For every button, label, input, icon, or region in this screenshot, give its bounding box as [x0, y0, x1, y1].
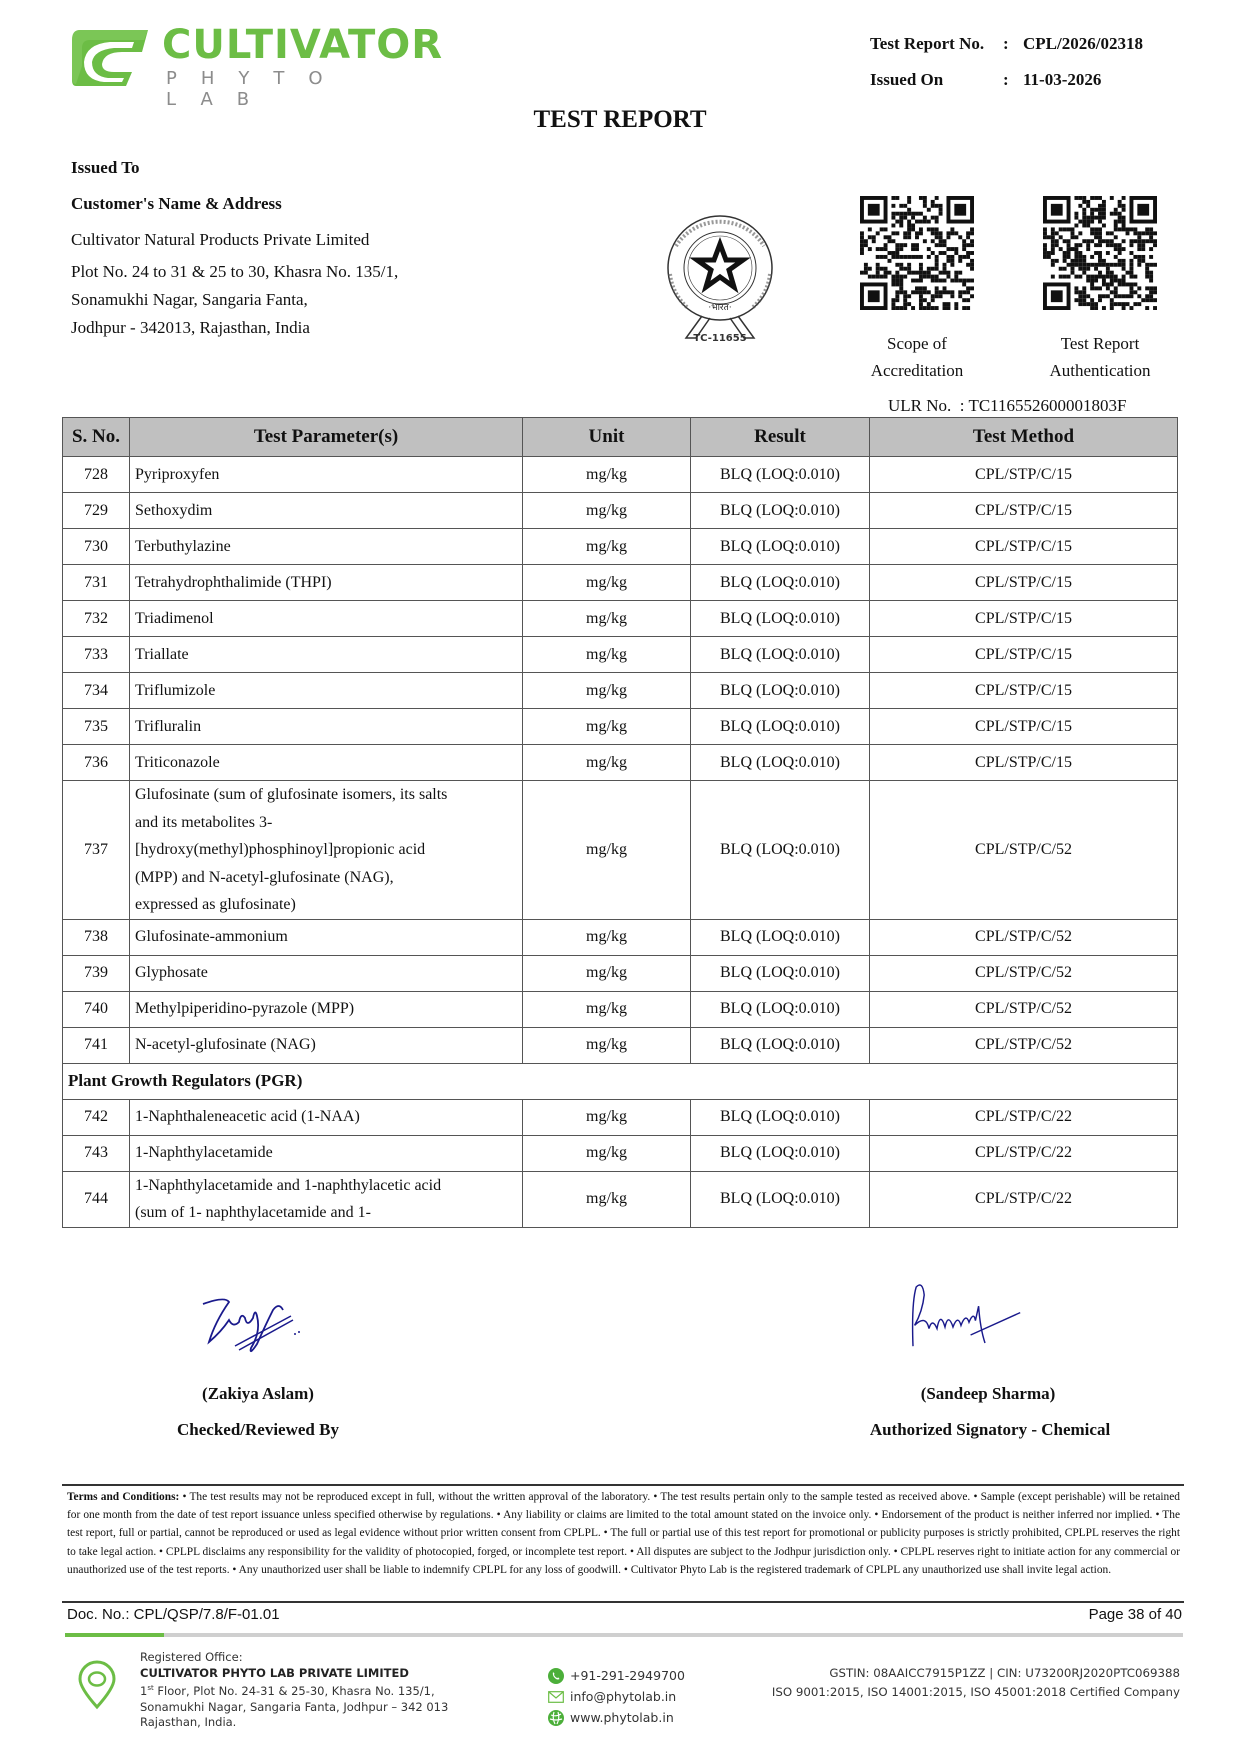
cell-method: CPL/STP/C/15 — [870, 565, 1178, 601]
parameter-line: and its metabolites 3- — [135, 813, 273, 831]
cell-sno: 730 — [63, 529, 130, 565]
cell-unit: mg/kg — [523, 565, 691, 601]
address-line: Jodhpur - 342013, Rajasthan, India — [71, 318, 310, 337]
customer-name: Cultivator Natural Products Private Limited — [71, 230, 370, 249]
cell-result: BLQ (LOQ:0.010) — [691, 745, 870, 781]
cell-unit: mg/kg — [523, 493, 691, 529]
address-line: Plot No. 24 to 31 & 25 to 30, Khasra No. 135/1, — [71, 262, 399, 281]
cell-sno: 728 — [63, 457, 130, 493]
signatory-role: Authorized Signatory - Chemical — [869, 1420, 1111, 1439]
address-text: Floor, Plot No. 24-31 & 25-30, Khasra No. 135/1, — [153, 1684, 435, 1699]
cell-sno: 736 — [63, 745, 130, 781]
leaf-c-logo-icon — [70, 26, 152, 90]
cell-result: BLQ (LOQ:0.010) — [691, 1171, 870, 1227]
cell-result: BLQ (LOQ:0.010) — [691, 1027, 870, 1063]
phone-row — [548, 1665, 685, 1686]
cell-unit: mg/kg — [523, 457, 691, 493]
caption-line: Accreditation — [870, 361, 964, 380]
parameter-line: 1-Naphthylacetamide and 1-naphthylacetic acid — [135, 1176, 442, 1194]
company-logo — [70, 22, 444, 110]
cell-sno: 739 — [63, 955, 130, 991]
address-line: Sonamukhi Nagar, Sangaria Fanta, — [71, 290, 308, 309]
reviewer-role: Checked/Reviewed By — [177, 1420, 339, 1439]
cell-method: CPL/STP/C/15 — [870, 529, 1178, 565]
cell-parameter: 1-Naphthaleneacetic acid (1-NAA) — [130, 1099, 523, 1135]
results-table — [62, 417, 1178, 1228]
office-address-line: Rajasthan, India. — [140, 1715, 237, 1730]
cell-result: BLQ (LOQ:0.010) — [691, 709, 870, 745]
cell-method: CPL/STP/C/52 — [870, 781, 1178, 920]
cell-unit: mg/kg — [523, 601, 691, 637]
caption-line: Test Report — [1060, 334, 1140, 353]
phone-icon — [548, 1668, 564, 1684]
section-title: Plant Growth Regulators (PGR) — [63, 1063, 1178, 1099]
cell-sno: 732 — [63, 601, 130, 637]
parameter-line: (MPP) and N-acetyl-glufosinate (NAG), — [135, 868, 394, 886]
cell-method: CPL/STP/C/15 — [870, 457, 1178, 493]
cell-method: CPL/STP/C/15 — [870, 709, 1178, 745]
table-row — [63, 709, 1178, 745]
cell-sno: 733 — [63, 637, 130, 673]
cell-method: CPL/STP/C/52 — [870, 955, 1178, 991]
section-row — [63, 1063, 1178, 1099]
cell-method: CPL/STP/C/52 — [870, 991, 1178, 1027]
parameter-line: [hydroxy(methyl)phosphinoyl]propionic acid — [135, 841, 426, 858]
cell-result: BLQ (LOQ:0.010) — [691, 1099, 870, 1135]
cell-result: BLQ (LOQ:0.010) — [691, 991, 870, 1027]
terms-label: Terms and Conditions: — [67, 1491, 180, 1503]
table-row — [63, 457, 1178, 493]
cell-parameter: Glufosinate-ammonium — [130, 919, 523, 955]
cell-parameter: Tetrahydrophthalimide (THPI) — [130, 565, 523, 601]
cell-sno: 734 — [63, 673, 130, 709]
cell-parameter: N-acetyl-glufosinate (NAG) — [130, 1027, 523, 1063]
results-table-body — [63, 457, 1178, 1228]
table-row — [63, 673, 1178, 709]
issued-to-block — [71, 150, 399, 337]
cell-result: BLQ (LOQ:0.010) — [691, 601, 870, 637]
page-title: TEST REPORT — [533, 106, 707, 133]
cell-unit: mg/kg — [523, 955, 691, 991]
issued-on-label: Issued On — [870, 70, 944, 89]
seal-code: TC-11655 — [693, 333, 747, 344]
table-row — [63, 601, 1178, 637]
caption-line: Authentication — [1049, 361, 1151, 380]
cell-unit: mg/kg — [523, 745, 691, 781]
cell-result: BLQ (LOQ:0.010) — [691, 529, 870, 565]
company-legal-name: CULTIVATOR PHYTO LAB PRIVATE LIMITED — [140, 1665, 409, 1680]
page-number: Page 38 of 40 — [1088, 1606, 1182, 1623]
cell-sno: 738 — [63, 919, 130, 955]
office-address-line — [140, 1681, 448, 1699]
issued-to-label: Issued To — [71, 158, 140, 177]
scope-accreditation-qr-icon[interactable] — [860, 196, 974, 310]
signature-zakiya-icon — [195, 1282, 315, 1362]
col-header-method: Test Method — [870, 418, 1178, 457]
footer-divider — [65, 1633, 1183, 1637]
cell-sno: 743 — [63, 1135, 130, 1171]
location-pin-icon — [76, 1660, 118, 1710]
cell-result: BLQ (LOQ:0.010) — [691, 1135, 870, 1171]
issued-on-value: 11-03-2026 — [1023, 70, 1102, 89]
table-row — [63, 565, 1178, 601]
cell-unit: mg/kg — [523, 919, 691, 955]
report-meta — [870, 26, 1143, 98]
cell-unit: mg/kg — [523, 991, 691, 1027]
email-address[interactable]: info@phytolab.in — [570, 1689, 677, 1704]
table-row — [63, 1027, 1178, 1063]
cell-result: BLQ (LOQ:0.010) — [691, 565, 870, 601]
office-address-line: Sonamukhi Nagar, Sangaria Fanta, Jodhpur – 342 013 — [140, 1699, 449, 1714]
cell-method: CPL/STP/C/22 — [870, 1099, 1178, 1135]
parameter-line: (sum of 1- naphthylacetamide and 1- — [135, 1204, 371, 1221]
customer-address — [71, 258, 399, 337]
brand-name: CULTIVATOR — [162, 22, 444, 68]
qr-caption-auth — [1010, 330, 1190, 384]
seal-bottom-text: ·भारत· — [708, 302, 732, 312]
table-header-row — [63, 418, 1178, 457]
cell-unit: mg/kg — [523, 529, 691, 565]
website-link[interactable]: www.phytolab.in — [570, 1710, 674, 1725]
customer-label: Customer's Name & Address — [71, 194, 282, 213]
table-row — [63, 493, 1178, 529]
registered-office — [140, 1650, 448, 1731]
registered-label: Registered Office: — [140, 1650, 243, 1664]
table-row — [63, 919, 1178, 955]
reviewer-name: (Zakiya Aslam) — [202, 1384, 314, 1403]
cell-parameter: Triflumizole — [130, 673, 523, 709]
company-registration — [690, 1664, 1180, 1702]
terms-text: • The test results may not be reproduced except in full, without the written approval of the laboratory. • The test results pertain only to the sample tested as received above. • Sample (except perishable) will be retained for one month from the date of test report issuance unless specified otherwise by regulations. • Any liability or claims are limited to the total amount stated on the invoice only. • Endorsement of the product is neither inferred nor implied. • The test report, full or partial, cannot be reproduced or used as legal evidence without prior written consent from CPLPL. • The full or partial use of this test report for promotional or publicity purposes is strictly prohibited, CPLPL reserves the right to take legal action. • CPLPL disclaims any responsibility for the validity of photocopied, forged, or incomplete test report. • All disputes are subject to the Jodhpur jurisdiction only. • CPLPL reserves right to initiate action for any commercial or unauthorized use of the test reports. • Any unauthorized user shall be liable to indemnify CPLPL for any loss of goodwill. • Cultivator Phyto Lab is the registered trademark of CPLPL any unauthorized use shall invite legal action. — [67, 1491, 1180, 1576]
website-row — [548, 1707, 685, 1728]
brand-subtitle: PHYTO LAB — [166, 68, 347, 110]
cell-unit: mg/kg — [523, 637, 691, 673]
cell-parameter — [130, 1171, 523, 1227]
document-number: Doc. No.: CPL/QSP/7.8/F-01.01 — [67, 1606, 280, 1623]
table-row — [63, 1135, 1178, 1171]
parameter-line: expressed as glufosinate) — [135, 896, 296, 913]
report-no-label: Test Report No. — [870, 34, 985, 53]
gstin-cin: GSTIN: 08AAICC7915P1ZZ | CIN: U73200RJ2020PTC069388 — [829, 1666, 1180, 1680]
cell-unit: mg/kg — [523, 673, 691, 709]
cell-parameter: Sethoxydim — [130, 493, 523, 529]
cell-unit: mg/kg — [523, 781, 691, 920]
caption-line: Scope of — [887, 334, 947, 353]
cell-sno: 735 — [63, 709, 130, 745]
cell-method: CPL/STP/C/22 — [870, 1171, 1178, 1227]
email-icon — [548, 1689, 564, 1705]
cell-parameter: Pyriproxyfen — [130, 457, 523, 493]
table-row — [63, 991, 1178, 1027]
table-row — [63, 781, 1178, 920]
cell-parameter: Triadimenol — [130, 601, 523, 637]
cell-sno: 744 — [63, 1171, 130, 1227]
cell-parameter: Terbuthylazine — [130, 529, 523, 565]
report-no-value: CPL/2026/02318 — [1023, 34, 1143, 53]
cell-result: BLQ (LOQ:0.010) — [691, 457, 870, 493]
col-header-result: Result — [691, 418, 870, 457]
cell-method: CPL/STP/C/15 — [870, 493, 1178, 529]
cell-parameter: Glyphosate — [130, 955, 523, 991]
signatory-name: (Sandeep Sharma) — [920, 1384, 1056, 1403]
cell-method: CPL/STP/C/52 — [870, 919, 1178, 955]
footer-divider-accent — [65, 1633, 164, 1637]
cell-sno: 731 — [63, 565, 130, 601]
cell-method: CPL/STP/C/22 — [870, 1135, 1178, 1171]
report-authentication-qr-icon[interactable] — [1043, 196, 1157, 310]
cell-unit: mg/kg — [523, 1171, 691, 1227]
cell-method: CPL/STP/C/15 — [870, 637, 1178, 673]
cell-parameter: Methylpiperidino-pyrazole (MPP) — [130, 991, 523, 1027]
table-row — [63, 1171, 1178, 1227]
phone-number[interactable]: +91-291-2949700 — [570, 1668, 685, 1683]
cell-method: CPL/STP/C/52 — [870, 1027, 1178, 1063]
table-row — [63, 1099, 1178, 1135]
accreditation-seal-icon — [660, 212, 780, 352]
separator: : — [1003, 70, 1009, 89]
col-header-unit: Unit — [523, 418, 691, 457]
cell-result: BLQ (LOQ:0.010) — [691, 673, 870, 709]
cell-parameter: 1-Naphthylacetamide — [130, 1135, 523, 1171]
email-row — [548, 1686, 685, 1707]
cell-result: BLQ (LOQ:0.010) — [691, 781, 870, 920]
cell-parameter: Trifluralin — [130, 709, 523, 745]
floor-number: 1 — [140, 1684, 148, 1699]
table-row — [63, 637, 1178, 673]
divider — [62, 1484, 1184, 1486]
floor-suffix: st — [147, 1684, 154, 1693]
contact-info — [548, 1665, 685, 1728]
cell-sno: 742 — [63, 1099, 130, 1135]
iso-certifications: ISO 9001:2015, ISO 14001:2015, ISO 45001:2018 Certified Company — [771, 1685, 1180, 1699]
cell-method: CPL/STP/C/15 — [870, 745, 1178, 781]
globe-icon — [548, 1710, 564, 1726]
divider — [62, 1601, 1184, 1603]
col-header-parameter: Test Parameter(s) — [130, 418, 523, 457]
cell-parameter: Triallate — [130, 637, 523, 673]
separator: : — [1003, 34, 1009, 53]
cell-unit: mg/kg — [523, 1099, 691, 1135]
cell-sno: 737 — [63, 781, 130, 920]
cell-unit: mg/kg — [523, 1135, 691, 1171]
cell-parameter — [130, 781, 523, 920]
cell-sno: 740 — [63, 991, 130, 1027]
qr-caption-scope — [827, 330, 1007, 384]
parameter-line: Glufosinate (sum of glufosinate isomers, its salts — [135, 786, 448, 803]
ulr-value: : TC116552600001803F — [959, 396, 1127, 415]
cell-result: BLQ (LOQ:0.010) — [691, 919, 870, 955]
cell-result: BLQ (LOQ:0.010) — [691, 493, 870, 529]
table-row — [63, 745, 1178, 781]
ulr-number — [888, 396, 1127, 416]
cell-method: CPL/STP/C/15 — [870, 673, 1178, 709]
ulr-label: ULR No. — [888, 396, 952, 415]
cell-method: CPL/STP/C/15 — [870, 601, 1178, 637]
cell-sno: 741 — [63, 1027, 130, 1063]
col-header-sno: S. No. — [63, 418, 130, 457]
signature-sandeep-icon — [905, 1275, 1025, 1355]
cell-sno: 729 — [63, 493, 130, 529]
terms-and-conditions — [67, 1488, 1180, 1579]
table-row — [63, 955, 1178, 991]
cell-result: BLQ (LOQ:0.010) — [691, 637, 870, 673]
cell-parameter: Triticonazole — [130, 745, 523, 781]
table-row — [63, 529, 1178, 565]
cell-unit: mg/kg — [523, 1027, 691, 1063]
cell-unit: mg/kg — [523, 709, 691, 745]
cell-result: BLQ (LOQ:0.010) — [691, 955, 870, 991]
